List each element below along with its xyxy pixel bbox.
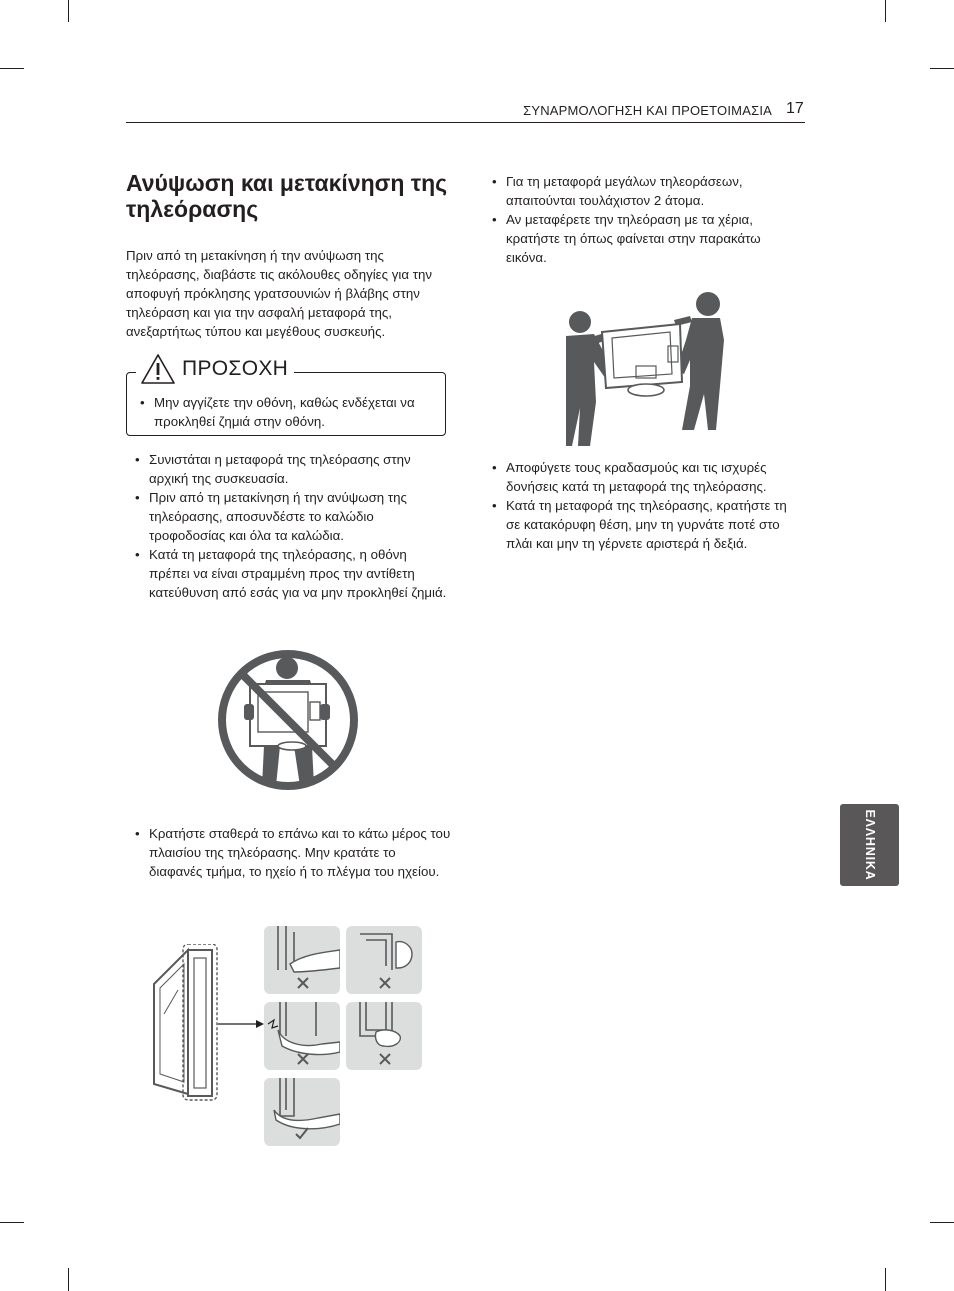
list-item: • Πριν από τη μετακίνηση ή την ανύψωση της τηλεόρασης, αποσυνδέστε το καλώδιο τροφοδοσίας και όλα τα καλώδια. (127, 488, 447, 545)
header-rule (126, 122, 805, 123)
caution-header (136, 352, 294, 386)
list-item: • Συνιστάται η μεταφορά της τηλεόρασης στην αρχική της συσκευασία. (127, 450, 447, 488)
caution-list (132, 393, 444, 431)
tv-frame-side-illustration (148, 944, 264, 1104)
list-item: • Αν μεταφέρετε την τηλεόραση με τα χέρια, κρατήστε τη όπως φαίνεται στην παρακάτω εικόνα. (484, 210, 804, 267)
crop-mark (68, 1268, 69, 1291)
crop-mark (0, 68, 24, 69)
bullet-list-vibration (484, 458, 804, 553)
section-title: Ανύψωση και μετακίνηση της τηλεόρασης (126, 170, 448, 222)
tv-back (602, 324, 682, 396)
list-item: • Αποφύγετε τους κραδασμούς και τις ισχυρές δονήσεις κατά τη μεταφορά της τηλεόρασης. (484, 458, 804, 496)
language-tab-label: ΕΛΛΗΝΙΚΑ (862, 809, 877, 881)
page-number: 17 (786, 100, 804, 117)
list-item: • Μην αγγίζετε την οθόνη, καθώς ενδέχεται να προκληθεί ζημιά στην οθόνη. (132, 393, 444, 431)
intro-paragraph: Πριν από τη μετακίνηση ή την ανύψωση της τηλεόρασης, διαβάστε τις ακόλουθες οδηγίες για την αποφυγή πρόκλησης γρατσουνιών ή βλάβης στην τηλεόραση και για την ασφαλή μεταφορά της, ανεξαρτήτως τύπου και μεγέθους συσκευής. (126, 248, 432, 339)
caution-title: ΠΡΟΣΟΧΗ (182, 357, 289, 380)
bullet-list-large-tv (484, 172, 804, 267)
crop-mark (68, 0, 69, 22)
grip-panel-wrong-2 (346, 926, 422, 994)
grip-panel-wrong-1 (264, 926, 340, 994)
two-person-carry-illustration (562, 290, 730, 448)
running-header: ΣΥΝΑΡΜΟΛΟΓΗΣΗ ΚΑΙ ΠΡΟΕΤΟΙΜΑΣΙΑ (523, 103, 772, 118)
list-item: • Κατά τη μεταφορά της τηλεόρασης, η οθόνη πρέπει να είναι στραμμένη προς την αντίθετη κατεύθυνση από εσάς για να μην προκληθεί ζημιά. (127, 545, 447, 602)
warning-triangle-icon (140, 353, 176, 385)
crop-mark (885, 0, 886, 22)
prohibited-carry-illustration (214, 646, 362, 794)
bullet-list-transport (127, 450, 447, 602)
grip-panel-correct (264, 1078, 340, 1146)
grip-panel-wrong-3 (264, 1002, 340, 1070)
crop-mark (885, 1268, 886, 1291)
crop-mark (0, 1222, 24, 1223)
language-tab (840, 804, 899, 886)
list-item: • Για τη μεταφορά μεγάλων τηλεοράσεων, απαιτούνται τουλάχιστον 2 άτομα. (484, 172, 804, 210)
list-item: • Κρατήστε σταθερά το επάνω και το κάτω μέρος του πλαισίου της τηλεόρασης. Μην κρατάτε το διαφανές τμήμα, το ηχείο ή το πλέγμα του ηχείου. (127, 824, 452, 881)
crop-mark (930, 1222, 954, 1223)
list-item: • Κατά τη μεταφορά της τηλεόρασης, κρατήστε τη σε κατακόρυφη θέση, μην τη γυρνάτε ποτέ στο πλάι και μην τη γέρνετε αριστερά ή δεξιά. (484, 496, 804, 553)
crop-mark (930, 68, 954, 69)
grip-panel-wrong-4 (346, 1002, 422, 1070)
bullet-list-grip (127, 824, 452, 881)
